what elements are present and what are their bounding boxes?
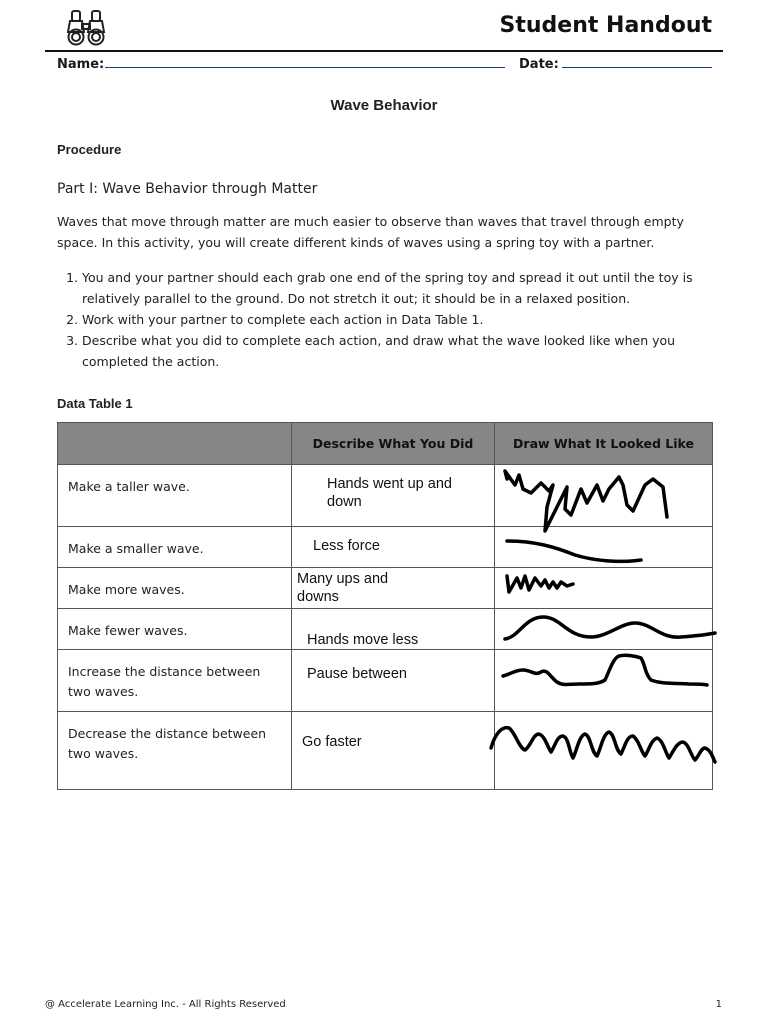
procedure-steps: [57, 267, 742, 372]
answer-cell[interactable]: [292, 527, 495, 568]
header-cell-action: [58, 423, 292, 465]
name-field[interactable]: [105, 67, 505, 68]
answer-cell[interactable]: [292, 712, 495, 790]
action-cell: Make fewer waves.: [58, 609, 292, 650]
table-row: [58, 527, 713, 568]
document-title: Student Handout: [499, 13, 712, 38]
wave-sketch-fewer[interactable]: [495, 609, 713, 650]
wave-sketch-increase-distance-drawing: [495, 650, 713, 712]
intro-paragraph: Waves that move through matter are much easier to observe than waves that travel through empty space. In this activity, you will create different kinds of waves using a spring toy with a partner.: [57, 214, 684, 250]
handwritten-answer: Many ups and downs: [297, 571, 389, 605]
binoculars-icon: [64, 8, 112, 46]
table-row: [58, 609, 713, 650]
handwritten-answer: Pause between: [307, 666, 407, 682]
wave-sketch-taller-drawing: [495, 465, 713, 527]
table-row: [58, 650, 713, 712]
action-cell: Make a smaller wave.: [58, 527, 292, 568]
procedure-step: 2. Work with your partner to complete each action in Data Table 1.: [82, 309, 742, 330]
wave-sketch-decrease-distance-drawing: [495, 712, 713, 790]
handwritten-answer: Less force: [313, 538, 380, 554]
wave-sketch-more-drawing: [495, 568, 713, 609]
date-field[interactable]: [562, 67, 712, 68]
action-cell: Make a taller wave.: [58, 465, 292, 527]
wave-sketch-smaller[interactable]: [495, 527, 713, 568]
header-divider: [45, 50, 723, 52]
procedure-heading: Procedure: [57, 142, 122, 157]
answer-cell[interactable]: [292, 465, 495, 527]
handwritten-answer: Hands move less: [307, 632, 419, 648]
header-cell-draw: Draw What It Looked Like: [495, 423, 713, 465]
table-row: [58, 568, 713, 609]
wave-sketch-decrease-distance[interactable]: [495, 712, 713, 790]
wave-sketch-taller[interactable]: [495, 465, 713, 527]
name-label: Name:: [57, 57, 105, 72]
date-label: Date:: [519, 57, 559, 72]
answer-cell[interactable]: [292, 568, 495, 609]
part-heading: Part I: Wave Behavior through Matter: [57, 181, 318, 197]
action-cell: Increase the distance between two waves.: [58, 650, 292, 712]
table-caption: Data Table 1: [57, 396, 133, 411]
header-cell-describe: Describe What You Did: [292, 423, 495, 465]
procedure-step: 1. You and your partner should each grab one end of the spring toy and spread it out until the toy is relatively parallel to the ground. Do not stretch it out; it should be in a relaxed position.: [82, 267, 742, 309]
table-row: [58, 712, 713, 790]
wave-sketch-smaller-drawing: [495, 527, 713, 568]
page-title: Wave Behavior: [330, 97, 438, 114]
copyright-footer: @ Accelerate Learning Inc. - All Rights Reserved: [45, 999, 286, 1010]
procedure-step: 3. Describe what you did to complete each action, and draw what the wave looked like when you completed the action.: [82, 330, 742, 372]
handwritten-answer: Go faster: [302, 734, 362, 750]
data-table: [57, 422, 713, 790]
action-cell: Make more waves.: [58, 568, 292, 609]
wave-sketch-more[interactable]: [495, 568, 713, 609]
answer-cell[interactable]: [292, 650, 495, 712]
handwritten-answer: Hands went up and down: [327, 476, 452, 510]
action-cell: Decrease the distance between two waves.: [58, 712, 292, 790]
table-row: [58, 465, 713, 527]
wave-sketch-fewer-drawing: [495, 609, 713, 650]
table-header-row: [58, 423, 713, 465]
wave-sketch-increase-distance[interactable]: [495, 650, 713, 712]
page-number: 1: [715, 999, 722, 1010]
answer-cell[interactable]: [292, 609, 495, 650]
